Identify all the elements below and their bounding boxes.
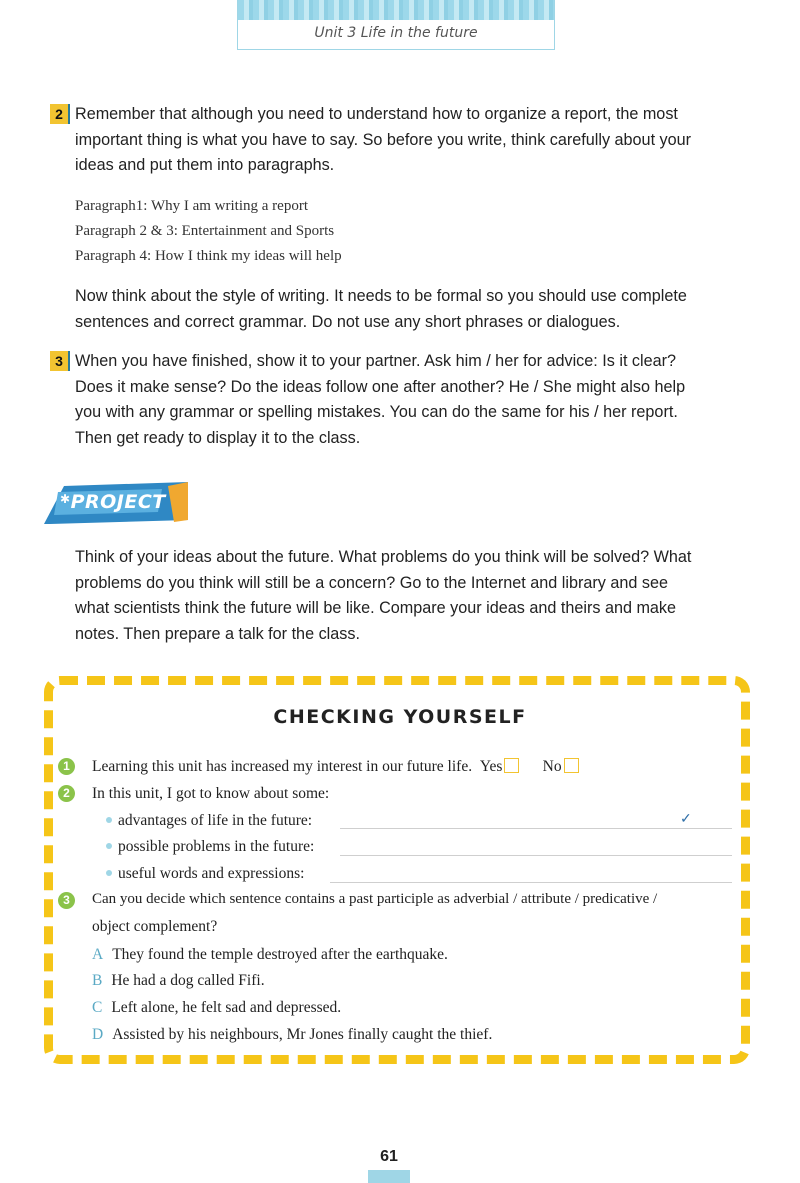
option-letter: A	[92, 946, 104, 963]
option-text: He had a dog called Fifi.	[111, 972, 265, 989]
text-line: Then get ready to display it to the class.	[75, 428, 361, 447]
project-label-text: PROJECT	[70, 491, 166, 513]
q2-item	[106, 865, 304, 883]
paragraph-plan	[75, 194, 342, 269]
option-text: Assisted by his neighbours, Mr Jones finally caught the thief.	[112, 1026, 493, 1043]
text-line: problems do you think will still be a concern? Go to the Internet and library and see	[75, 573, 668, 592]
text-line: ideas and put them into paragraphs.	[75, 156, 335, 174]
answer-line[interactable]	[330, 882, 732, 883]
option-letter: D	[92, 1026, 104, 1043]
option-d	[92, 1026, 492, 1044]
style-text	[75, 284, 765, 335]
question-1-text: Learning this unit has increased my interest in our future life.	[92, 758, 473, 775]
option-a	[92, 946, 448, 964]
text-line: what scientists think the future will be like. Compare your ideas and theirs and make	[75, 599, 677, 617]
text-line: important thing is what you have to say. So before you write, think carefully about your	[75, 130, 692, 149]
question-3-line: Can you decide which sentence contains a past participle as adverbial / attribute / predicative /	[92, 891, 658, 907]
text-line: Think of your ideas about the future. What problems do you think will be solved? What	[75, 548, 692, 566]
yes-checkbox[interactable]	[504, 758, 519, 773]
unit-title: Unit 3 Life in the future	[314, 25, 478, 41]
header-decoration	[238, 0, 554, 20]
q2-item-label: advantages of life in the future:	[118, 812, 313, 829]
q2-item	[106, 838, 314, 856]
paragraph-plan-item: Paragraph 2 & 3: Entertainment and Sports	[75, 223, 335, 239]
tick-icon: ✓	[680, 810, 692, 826]
no-label: No	[542, 758, 562, 775]
bullet-icon	[106, 870, 112, 876]
q2-item-label: possible problems in the future:	[118, 838, 315, 855]
text-line: sentences and correct grammar. Do not use any short phrases or dialogues.	[75, 312, 621, 331]
answer-line[interactable]	[340, 855, 732, 856]
task-3-number: 3	[50, 351, 70, 371]
question-1-number: 1	[58, 758, 75, 775]
checking-yourself-title: CHECKING YOURSELF	[273, 706, 527, 728]
task-2-text	[75, 102, 765, 179]
option-text: Left alone, he felt sad and depressed.	[111, 999, 342, 1016]
answer-line[interactable]	[340, 828, 732, 829]
unit-header	[237, 0, 555, 50]
q2-item-label: useful words and expressions:	[118, 865, 305, 882]
paragraph-plan-item: Paragraph1: Why I am writing a report	[75, 198, 308, 214]
page-number: 61	[368, 1148, 410, 1183]
question-3-number: 3	[58, 892, 75, 909]
no-checkbox[interactable]	[564, 758, 579, 773]
yes-label: Yes	[479, 758, 503, 775]
bullet-icon	[106, 817, 112, 823]
option-b	[92, 972, 265, 990]
paragraph-plan-item: Paragraph 4: How I think my ideas will help	[75, 248, 342, 264]
text-line: When you have finished, show it to your partner. Ask him / her for advice: Is it clear?	[75, 352, 677, 370]
text-line: Now think about the style of writing. It needs to be formal so you should use complete	[75, 287, 687, 305]
q2-item	[106, 812, 312, 830]
question-2-text: In this unit, I got to know about some:	[92, 785, 330, 802]
star-icon: ✱	[60, 492, 71, 506]
question-2-number: 2	[58, 785, 75, 802]
text-line: Does it make sense? Do the ideas follow one after another? He / She might also help	[75, 377, 686, 396]
task-3-text	[75, 349, 765, 451]
text-line: notes. Then prepare a talk for the class.	[75, 624, 360, 643]
text-line: you with any grammar or spelling mistakes. You can do the same for his / her report.	[75, 403, 678, 421]
project-text	[75, 545, 765, 647]
question-3-line: object complement?	[92, 918, 218, 935]
option-letter: C	[92, 999, 103, 1016]
question-1	[92, 758, 579, 776]
task-2-number: 2	[50, 104, 70, 124]
option-text: They found the temple destroyed after the earthquake.	[112, 946, 448, 963]
bullet-icon	[106, 843, 112, 849]
text-line: Remember that although you need to understand how to organize a report, the most	[75, 105, 678, 123]
option-letter: B	[92, 972, 103, 989]
project-banner	[44, 482, 188, 524]
option-c	[92, 999, 341, 1017]
project-label	[60, 491, 166, 513]
